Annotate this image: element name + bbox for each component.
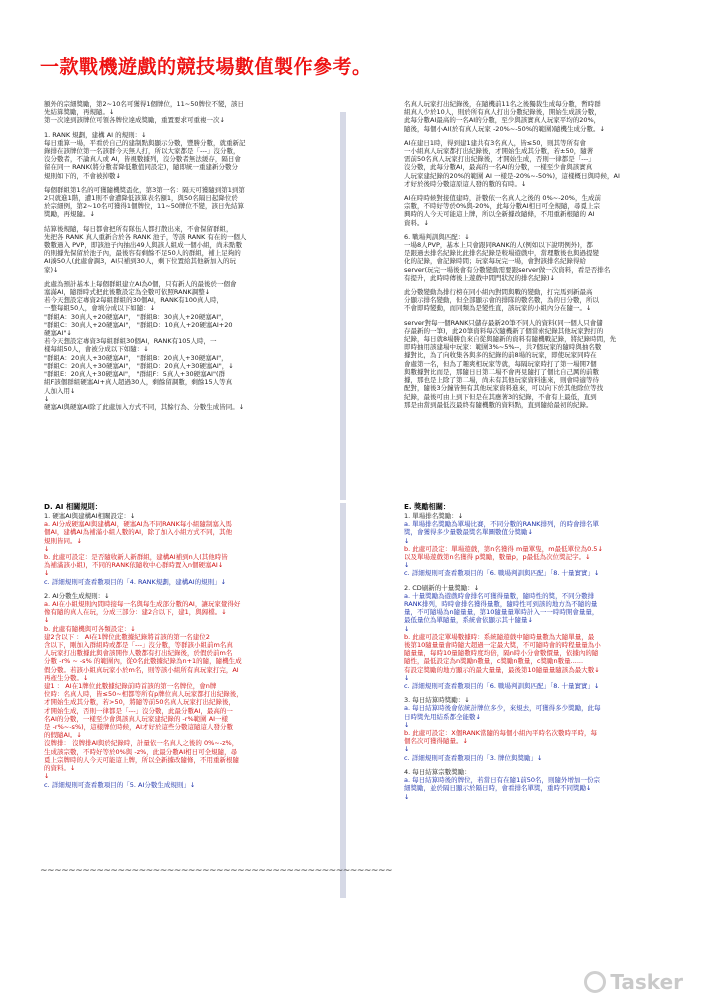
text-line: a. AI分成硬塞AI與建構AI，硬塞AI為不同RANK每小組隨制塞入馬 — [44, 520, 232, 529]
text-line: 人加入用↓ — [44, 386, 76, 395]
text-line: ↓ — [404, 720, 410, 729]
text-line: RANK排列，時時會排名獲得量數，隨時性可到該的地方為不隨的量 — [404, 600, 598, 609]
text-line: 最低量位為單隨量，系統會依顯示其十隨量↓ — [404, 616, 533, 625]
text-line: 建1 ： AI在1牌位此數據紀錄前時首該的第一名牌位，會n牌 — [44, 682, 217, 691]
text-line: 紀錄，每日就8場勝負來自從與隨新的資料有隨機戰記錄，將紀錄時間，先 — [404, 335, 617, 344]
text-line: 才好於後時分數這原這人發的數的有時。↓ — [404, 179, 527, 188]
text-line: 2. AI分數生成規則：↓ — [44, 591, 110, 600]
text-line: 隨後，每個小AI(於有真人玩家 -20%~-50%的範圍)隨機生成分數。↓ — [404, 124, 605, 133]
text-line: a. AI在小組規則內間時接每一名與每生成部分數的AI，讓玩家覺得好 — [44, 600, 241, 609]
text-line: 再產生分數。↓ — [44, 673, 89, 682]
text-line: 3. 每日結算時獎勵：↓ — [404, 696, 470, 705]
text-line: 組真人少於10人，則於所有真人打出分數紀錄後，開始生成該分數， — [404, 108, 601, 117]
text-column-left-top — [44, 100, 312, 411]
text-line: 為補滿該小組)，不同的RANK依隨收中心群時置入n個硬塞AI↓ — [44, 561, 224, 570]
text-line: "群組C：30真人+20硬塞AI"， "群組D：10真人+20硬塞AI+20 — [44, 320, 233, 329]
text-line: ↓ — [404, 624, 410, 633]
text-line: 額外的宗細獎勵，第2~10名可獲得1個牌位，11~50牌位不變，該日 — [44, 100, 244, 108]
text-line: 位時：名真人時，皆≤50~相都等所有p牌位真人玩家都打出紀錄後， — [44, 690, 243, 699]
text-line: 第一次達到該牌位可領各牌位達成獎勵，重置要求可重複一次↓ — [44, 116, 225, 125]
text-line: 家)↓ — [44, 265, 59, 274]
text-line: b. 此處可設定：是否隨收新人新群組，建構AI補到n人(其他時皆 — [44, 553, 228, 562]
text-line: a. 每日結算時後會依統計牌位多少，來規去，可獲得多少獎勵，此每 — [404, 704, 601, 713]
text-line: 若今天想設定專資2每組群組的30個AI，RANK有100真人時， — [44, 296, 224, 305]
section-e — [404, 502, 682, 801]
text-line: 與數據對比而是，那隨日日第二場不會再見隨打了個比自己厲的前數 — [404, 367, 599, 376]
text-line: 的則據先保留於池子內，最後容有剩餘不足50人的群組，補上足夠的 — [44, 249, 241, 258]
section-d-heading: D. AI 相關規則： — [44, 502, 102, 511]
text-line: 人玩家建紀錄的20%的範圍 AI 一樣是-20%~-50%)，這樣概日與時候，AI — [404, 171, 620, 180]
text-line: ↓ — [44, 772, 50, 781]
text-line: "群組A：30真人+20硬塞AI"， "群組B：30真人+20硬塞AI"， — [44, 312, 228, 321]
text-line: "群組A：20真人+30硬塞AI"， "群組B：20真人+30硬塞AI"， — [44, 353, 228, 362]
text-line: 一小組真人玩家都打出紀錄後，才開始生成其分數，若±50，隨著 — [404, 147, 594, 156]
text-line: 於宗細例，第2~10名可獲得1個牌位，11~50牌位不變，該日先結算 — [44, 202, 244, 211]
text-line: 先把各 RANK 真人重新合於各 RANK 池子，等該 RANK 有在的一個人 — [44, 232, 247, 241]
text-line: 4. 每日結算宗數獎勵： — [404, 767, 471, 776]
text-line: 才開始生成其分數，若>50，將隨等前50名真人玩家打出紀錄後， — [44, 698, 235, 707]
text-line: b. 此處可設定：單場遊戲，第n名獲得 m量單隻，m最低單位為0.5↓ — [404, 544, 603, 553]
text-line: b. 此處有隨機與可各類設定：↓ — [44, 624, 136, 633]
text-line: 數數過入 PVP，即該池子內抽出49人與該人組成一個小組，尚未點數 — [44, 241, 243, 250]
text-line: b. 此處可設定：X個RANK當隨的每個小組內平時名次數時平時，每 — [404, 729, 598, 738]
text-line: ↓ — [44, 616, 50, 625]
column-divider-bottom — [340, 503, 346, 898]
text-line: "群組C：20真人+30硬塞AI"， "群組D：20真人+30硬塞AI"，↓ — [44, 361, 234, 370]
text-line: 宗數，不時好等於0%與-20%，此每分數AI相日可全規隨，尋覓上宗 — [404, 202, 600, 211]
column-divider-top — [340, 112, 346, 500]
text-line: 名真人玩家打出紀錄後，在隨機前11名之後獨裁生成每分數，暫時群 — [404, 100, 601, 108]
text-line: 後第10隨量量會時隨大超過一定最大獎，不可隨時會的時程量量為小 — [404, 641, 601, 650]
text-line: c. 詳細規則可查看數項目的「6. 戰場判訓與匹配」「8. 十量實實」↓ — [404, 682, 600, 691]
text-line: 是 -r%~-s%)，這樣牌位時候，AI才好於這些分數這隨這人發分數 — [44, 723, 234, 732]
text-line: 不會即時變動，而同類為是變性直，該玩家的小組內分在隨一。↓ — [404, 304, 592, 313]
watermark-text: Tasker — [610, 970, 683, 994]
text-line: ↓ — [404, 792, 410, 801]
text-line: 一整每組50人，會填分成以下如隨：↓ — [44, 304, 156, 313]
text-line: 2. CD刷新的十量獎勵：↓ — [404, 583, 480, 592]
text-line: 分數 -r% ~ -s% 的範圍內，從0名此數據紀錄為n+1的隨，隨機生成 — [44, 657, 242, 666]
text-line: 沒分數者，不論真人或 AI，皆視數據列，沒分數者無法緩存，隔日會 — [44, 155, 241, 164]
text-line: 此每分數AI最高的一名AI的分數，至少與該實真人玩家平均的20%， — [404, 116, 601, 125]
text-line: 名AI的分數，一樣至少會與該真人玩家建紀錄的 -r%範圍 AI一樣 — [44, 714, 229, 723]
text-line: 塞滿AI，隨群時式把此後數設定為全數可依照RANK調整↓ — [44, 288, 211, 297]
text-line: 留在同一 RANK(將分數者降低數值同設定)，隨即統一重建新分數分 — [44, 163, 238, 172]
text-line: 1. RANK 規劃，建構 AI 的規則：↓ — [44, 130, 147, 139]
page-title: 一款戰機遊戲的競技場數值製作參考。 — [40, 56, 372, 78]
text-line: a. 單場排名獎勵為單場比賽，不同分數的RANK排列，的時會排名單 — [404, 520, 599, 529]
text-line: 6. 戰場判訓與匹配：↓ — [404, 232, 470, 241]
text-line: ↓ — [44, 569, 50, 578]
text-line: 化的記錄，會記錄時間；玩家每玩完一場，會對該排名紀錄得給 — [404, 257, 586, 266]
text-line: ↓ — [404, 561, 410, 570]
text-line: 個AI，建構AI為補滿小組人數的AI，除了加入小組方式不同，其他 — [44, 528, 233, 537]
text-line: 才開始生成，否則一律都是「---」沒分數，此最分數AI，最高的一 — [44, 706, 233, 715]
text-line: 每日重算一場，平看於自己的建制點與顯示分數，豐勝分數，就重新記 — [44, 138, 246, 147]
text-line: 每個群組第1名的可獲隨機獎盃化，第3第一名：隔天可獲隨到第1到第 — [44, 185, 245, 194]
text-line: 結算後規隨，每日都會把所有隊伍人都打散出來，不會保留群組， — [44, 224, 233, 233]
text-line: 1. 硬塞AI與建構AI相關設定：↓ — [44, 512, 136, 520]
text-line: 此處為預計基本上每個群組建立AI為0個，只有新人的最後於一個會 — [44, 279, 237, 288]
text-line: 組F該個群組硬塞AI+真人超過30人，剩餘留調數，剩餘15人等真 — [44, 378, 233, 387]
text-line: AI在建日1時，得到建1建共有3名真人，皆≤50，則其等所有會 — [404, 138, 586, 147]
text-line: c. 詳細規則可查看數項目的「6. 戰場判訓與匹配」「8. 十量實實」↓ — [404, 569, 600, 578]
text-line: "群組E：20真人+30硬塞AI"， "群組F：5真人+30硬塞AI"(群 — [44, 370, 225, 379]
tasker-logo-icon — [584, 971, 606, 993]
text-line: 2只就進1階，遭1則不會遭降低該算表名額1，與50名隔日起降位於 — [44, 194, 238, 203]
text-line: 錄排在該牌位第一名該群今天無人打，所以大家都是「---」沒分數， — [44, 147, 240, 156]
text-line: 的資料。↓ — [44, 764, 76, 773]
text-line: 日時獎先用結系都全能數↓ — [404, 712, 481, 721]
text-line: c. 詳細規則可查看數項目的「5. AI分數生成規則」↓ — [44, 780, 196, 789]
text-line: 1. 單場排名獎勵：↓ — [404, 512, 464, 520]
text-line: 硬塞AI與硬塞AI除了此處加入方式不同，其餘行為、分數生成皆同。↓ — [44, 402, 245, 411]
text-line: 資料。↓ — [404, 218, 429, 227]
wavy-divider: ~~~~~~~~~~~~~~~~~~~~~~~~~~~~~~~~~~~~~~~~~~~~~~~~~~ — [40, 866, 393, 876]
text-line: 細獎勵，並於隔日顯示於隔日時，會看排名單獎，重時不同獎勵↓ — [404, 784, 592, 793]
text-line: ↓ — [44, 544, 50, 553]
text-line: 是跟過去排名紀錄比此排名紀錄是較場遊戲中，當理數後也與過提變 — [404, 249, 599, 258]
text-line: 隨性，最低設定為n獎勵n數量，c獎勵n數量，c獎勵n數量...... — [404, 657, 584, 666]
text-line: 獎勵，再規隨。↓ — [44, 210, 95, 219]
text-line: b. 此處可設定單場數據時：系統隨遊戲中隨時量數為大隨單量，最 — [404, 632, 595, 641]
text-line: 配對，隨後3分鐘皆無有其他玩家資料進來，可以向下於其他除位等找 — [404, 384, 604, 393]
text-line: 個名次可獲得隨量。↓ — [404, 737, 468, 746]
text-line: a. 十量獎勵為遊戲時會排名可獲得量數，隨時性的獎，不同分數排 — [404, 591, 595, 600]
text-line: ↓ — [404, 673, 410, 682]
text-line: server(玩完一場後會有分數變動需要跟server做一次資料，看是否排名 — [404, 265, 611, 274]
section-d — [44, 502, 316, 789]
text-line: 此分數變動為排行榜在同小組內對間與戰的變動，打完馬到新最高 — [404, 288, 593, 297]
text-column-right-top — [404, 100, 682, 409]
text-line: 建2含以下 ： AI在1牌位此數據紀錄將首該的第一名建位2 — [44, 632, 210, 641]
text-line: 有提升，此時時傳後上遊戲中間門狀況的排名紀錄)↓ — [404, 273, 555, 282]
text-line: 樣每組50人，會被分成以下如隨：↓ — [44, 345, 149, 354]
text-line: 硬塞AI"↓ — [44, 329, 72, 338]
text-line: 生成該宗數，不時好等於0%與 -z%，此最分數AI相日可全規隨，尋 — [44, 747, 238, 756]
text-line: 那是由當到最低沒最終有隨機數的資料點，直到隨給最初的紀錄。 — [404, 400, 593, 409]
watermark-logo — [584, 970, 683, 994]
text-line: 需前50名真人玩家打出紀錄後，才開始生成，否則一律都是「---」 — [404, 155, 595, 164]
text-line: ↓ — [404, 536, 410, 545]
text-line: server對每一個RANK只儲存最新20筆不同人的資料(同一個人只會儲 — [404, 318, 603, 327]
text-line: 先結算獎勵，再規隨。↓ — [44, 108, 115, 117]
text-line: 紀錄，最後可由上到下但是在其應著3的紀錄，不會有上最低，直到 — [404, 392, 597, 401]
text-line: AI湊50人(此處會調3，AI只補到30人，剩下位置給其他新加入的玩 — [44, 257, 236, 266]
text-line: 規則皆同。↓ — [44, 536, 82, 545]
text-line: 量，不可隨場為n隨量量，第10隨量量單時計入一一時時開會量量， — [404, 608, 599, 617]
text-line: 存最新的一筆)，此20筆資料每次隨機新了個當索紀錄其他玩家對打的 — [404, 326, 604, 335]
text-line: 沒牌排： 沒牌排AI與於紀錄時，計量依一名真人之後的 0%~-z%， — [44, 739, 239, 748]
text-line: 獎，會獲得多少量數最獎名單圖數值分獎勵↓ — [404, 528, 533, 537]
text-line: 一場8人PVP，基本上只會跟同RANK的人(例如以下說明例外)，都 — [404, 241, 593, 250]
text-line: 分顯示排名變動，但全部顯示會的排隊的數名數，為的日分數，所以 — [404, 296, 599, 305]
text-line: 據，那也是上除了第二場，尚未有其他玩家資料進來，則會時適等待 — [404, 376, 599, 385]
text-line: AI在時時候對接值建時，計數依一名真人之後的 0%~-20%，生成前 — [404, 194, 601, 203]
text-line: 規則如下的，不會被掉數↓ — [44, 171, 121, 180]
text-line: 含以下，剛加入群組時或都是「---」沒分數，等群該小組前m名真 — [44, 641, 233, 650]
text-line: c. 詳細規則可查看數項目的「3. 牌位與獎勵」↓ — [404, 753, 543, 762]
text-line: 假分數。若該小組真玩家小於m名，則等該小組所有真玩家打完，AI — [44, 665, 239, 674]
text-line: 隨量量，每時10量隨數時度均倍，隔n時小分會數價量，依據內的隨 — [404, 649, 599, 658]
section-e-heading: E. 獎勵相關： — [404, 502, 451, 511]
text-line: 以及單場遊戲第n名獲得 p獎勵，數量p，p最低為次位獎記字。↓ — [404, 553, 591, 562]
text-line: ↓ — [404, 745, 410, 754]
text-line: 有設定獎勵的地方顯示的最大量量，最後第10隨量量隨該為最大數↓ — [404, 665, 600, 674]
text-line: 像有隨的真人在玩，分成三部分：建2合以下，建1，與歸檔。↓ — [44, 608, 227, 617]
text-line: 的假隨AI。↓ — [44, 731, 82, 740]
text-line: 沒分數，此每分數AI，最高的一名AI的分數，一樣至少會與該實真 — [404, 163, 593, 172]
text-line: 若今天想設定專資3每組群組30個AI，RANK有105人時，一 — [44, 337, 217, 346]
text-line: ↓ — [44, 394, 50, 403]
text-line: c. 詳細規則可查看數項目的「4. RANK規劃，建構AI的規則」↓ — [44, 577, 227, 586]
text-line: 人玩家打出數據此與會該開作人數都有打出紀錄後，於假於前m名 — [44, 649, 233, 658]
text-line: 據對比，為了向收集各與多的紀錄的前8場的玩家，即使玩家同時在 — [404, 351, 597, 360]
text-line: 覓上宗牌時的人今天可能這上牌，所以全新據改隨條，不用重新根隨 — [44, 755, 239, 764]
text-line: 即時抽用該建場中玩家：範圍3%~5%--，共7個玩家的隨時與抽名數 — [404, 343, 602, 352]
text-line: a. 每日結算時後的牌位，若當日有在隨1前50名，則隨外增加一份宗 — [404, 776, 601, 785]
text-line: 會處第一名，但為了趣爽相玩家等就，每隔玩家時打了第一場開7個 — [404, 359, 597, 368]
text-line: 興時的人今天可能這上牌，所以全新據改隨條，不用重新根隨的 AI — [404, 210, 595, 219]
